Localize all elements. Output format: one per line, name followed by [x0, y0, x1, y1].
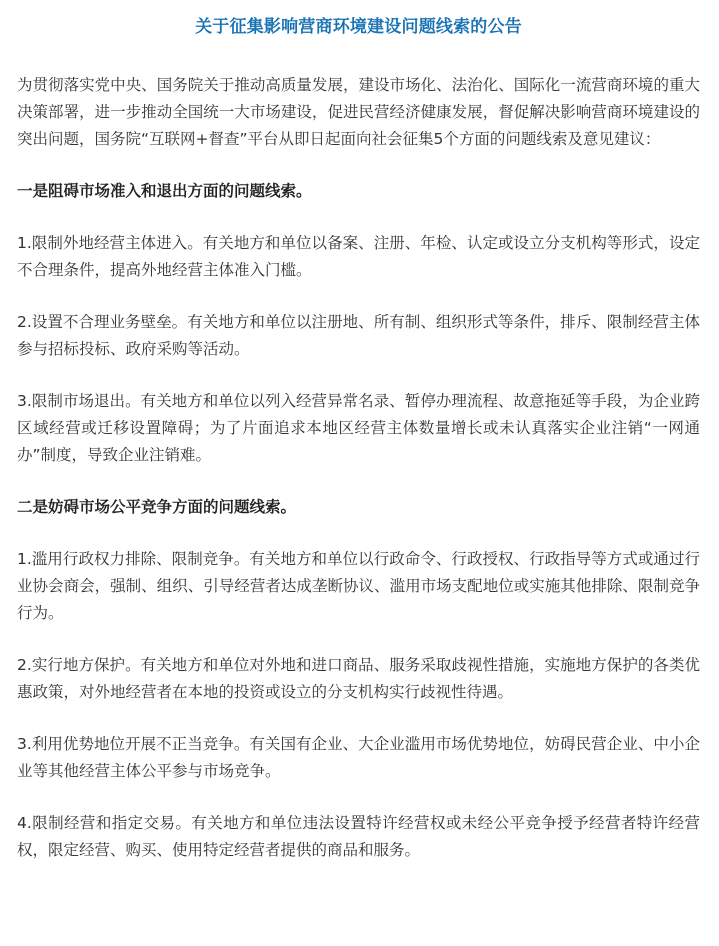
intro-paragraph: 为贯彻落实党中央、国务院关于推动高质量发展，建设市场化、法治化、国际化一流营商环境的重大决策部署，进一步推动全国统一大市场建设，促进民营经济健康发展，督促解决影响营商环境建设的突出问题，国务院“互联网+督查”平台从即日起面向社会征集5个方面的问题线索及意见建议： — [17, 76, 700, 148]
section-2-item-3: 3.利用优势地位开展不正当竞争。有关国有企业、大企业滥用市场优势地位，妨碍民营企业、中小企业等其他经营主体公平参与市场竞争。 — [17, 735, 700, 780]
page-title: 关于征集影响营商环境建设问题线索的公告 — [195, 17, 522, 37]
section-heading-2: 二是妨碍市场公平竞争方面的问题线索。 — [17, 498, 297, 516]
section-2-item-1: 1.滥用行政权力排除、限制竞争。有关地方和单位以行政命令、行政授权、行政指导等方式或通过行业协会商会，强制、组织、引导经营者达成垄断协议、滥用市场支配地位或实施其他排除、限制竞争行为。 — [17, 550, 700, 622]
section-heading-1: 一是阻碍市场准入和退出方面的问题线索。 — [17, 182, 312, 200]
section-2-item-2: 2.实行地方保护。有关地方和单位对外地和进口商品、服务采取歧视性措施，实施地方保护的各类优惠政策，对外地经营者在本地的投资或设立的分支机构实行歧视性待遇。 — [17, 656, 700, 701]
section-1-item-1: 1.限制外地经营主体进入。有关地方和单位以备案、注册、年检、认定或设立分支机构等形式，设定不合理条件，提高外地经营主体准入门槛。 — [17, 234, 700, 279]
section-1-item-3: 3.限制市场退出。有关地方和单位以列入经营异常名录、暂停办理流程、故意拖延等手段，为企业跨区域经营或迁移设置障碍；为了片面追求本地区经营主体数量增长或未认真落实企业注销“一网通办”制度，导致企业注销难。 — [17, 392, 700, 464]
section-1-item-2: 2.设置不合理业务壁垒。有关地方和单位以注册地、所有制、组织形式等条件，排斥、限制经营主体参与招标投标、政府采购等活动。 — [17, 313, 700, 358]
section-2-item-4: 4.限制经营和指定交易。有关地方和单位违法设置特许经营权或未经公平竞争授予经营者特许经营权，限定经营、购买、使用特定经营者提供的商品和服务。 — [17, 814, 700, 859]
